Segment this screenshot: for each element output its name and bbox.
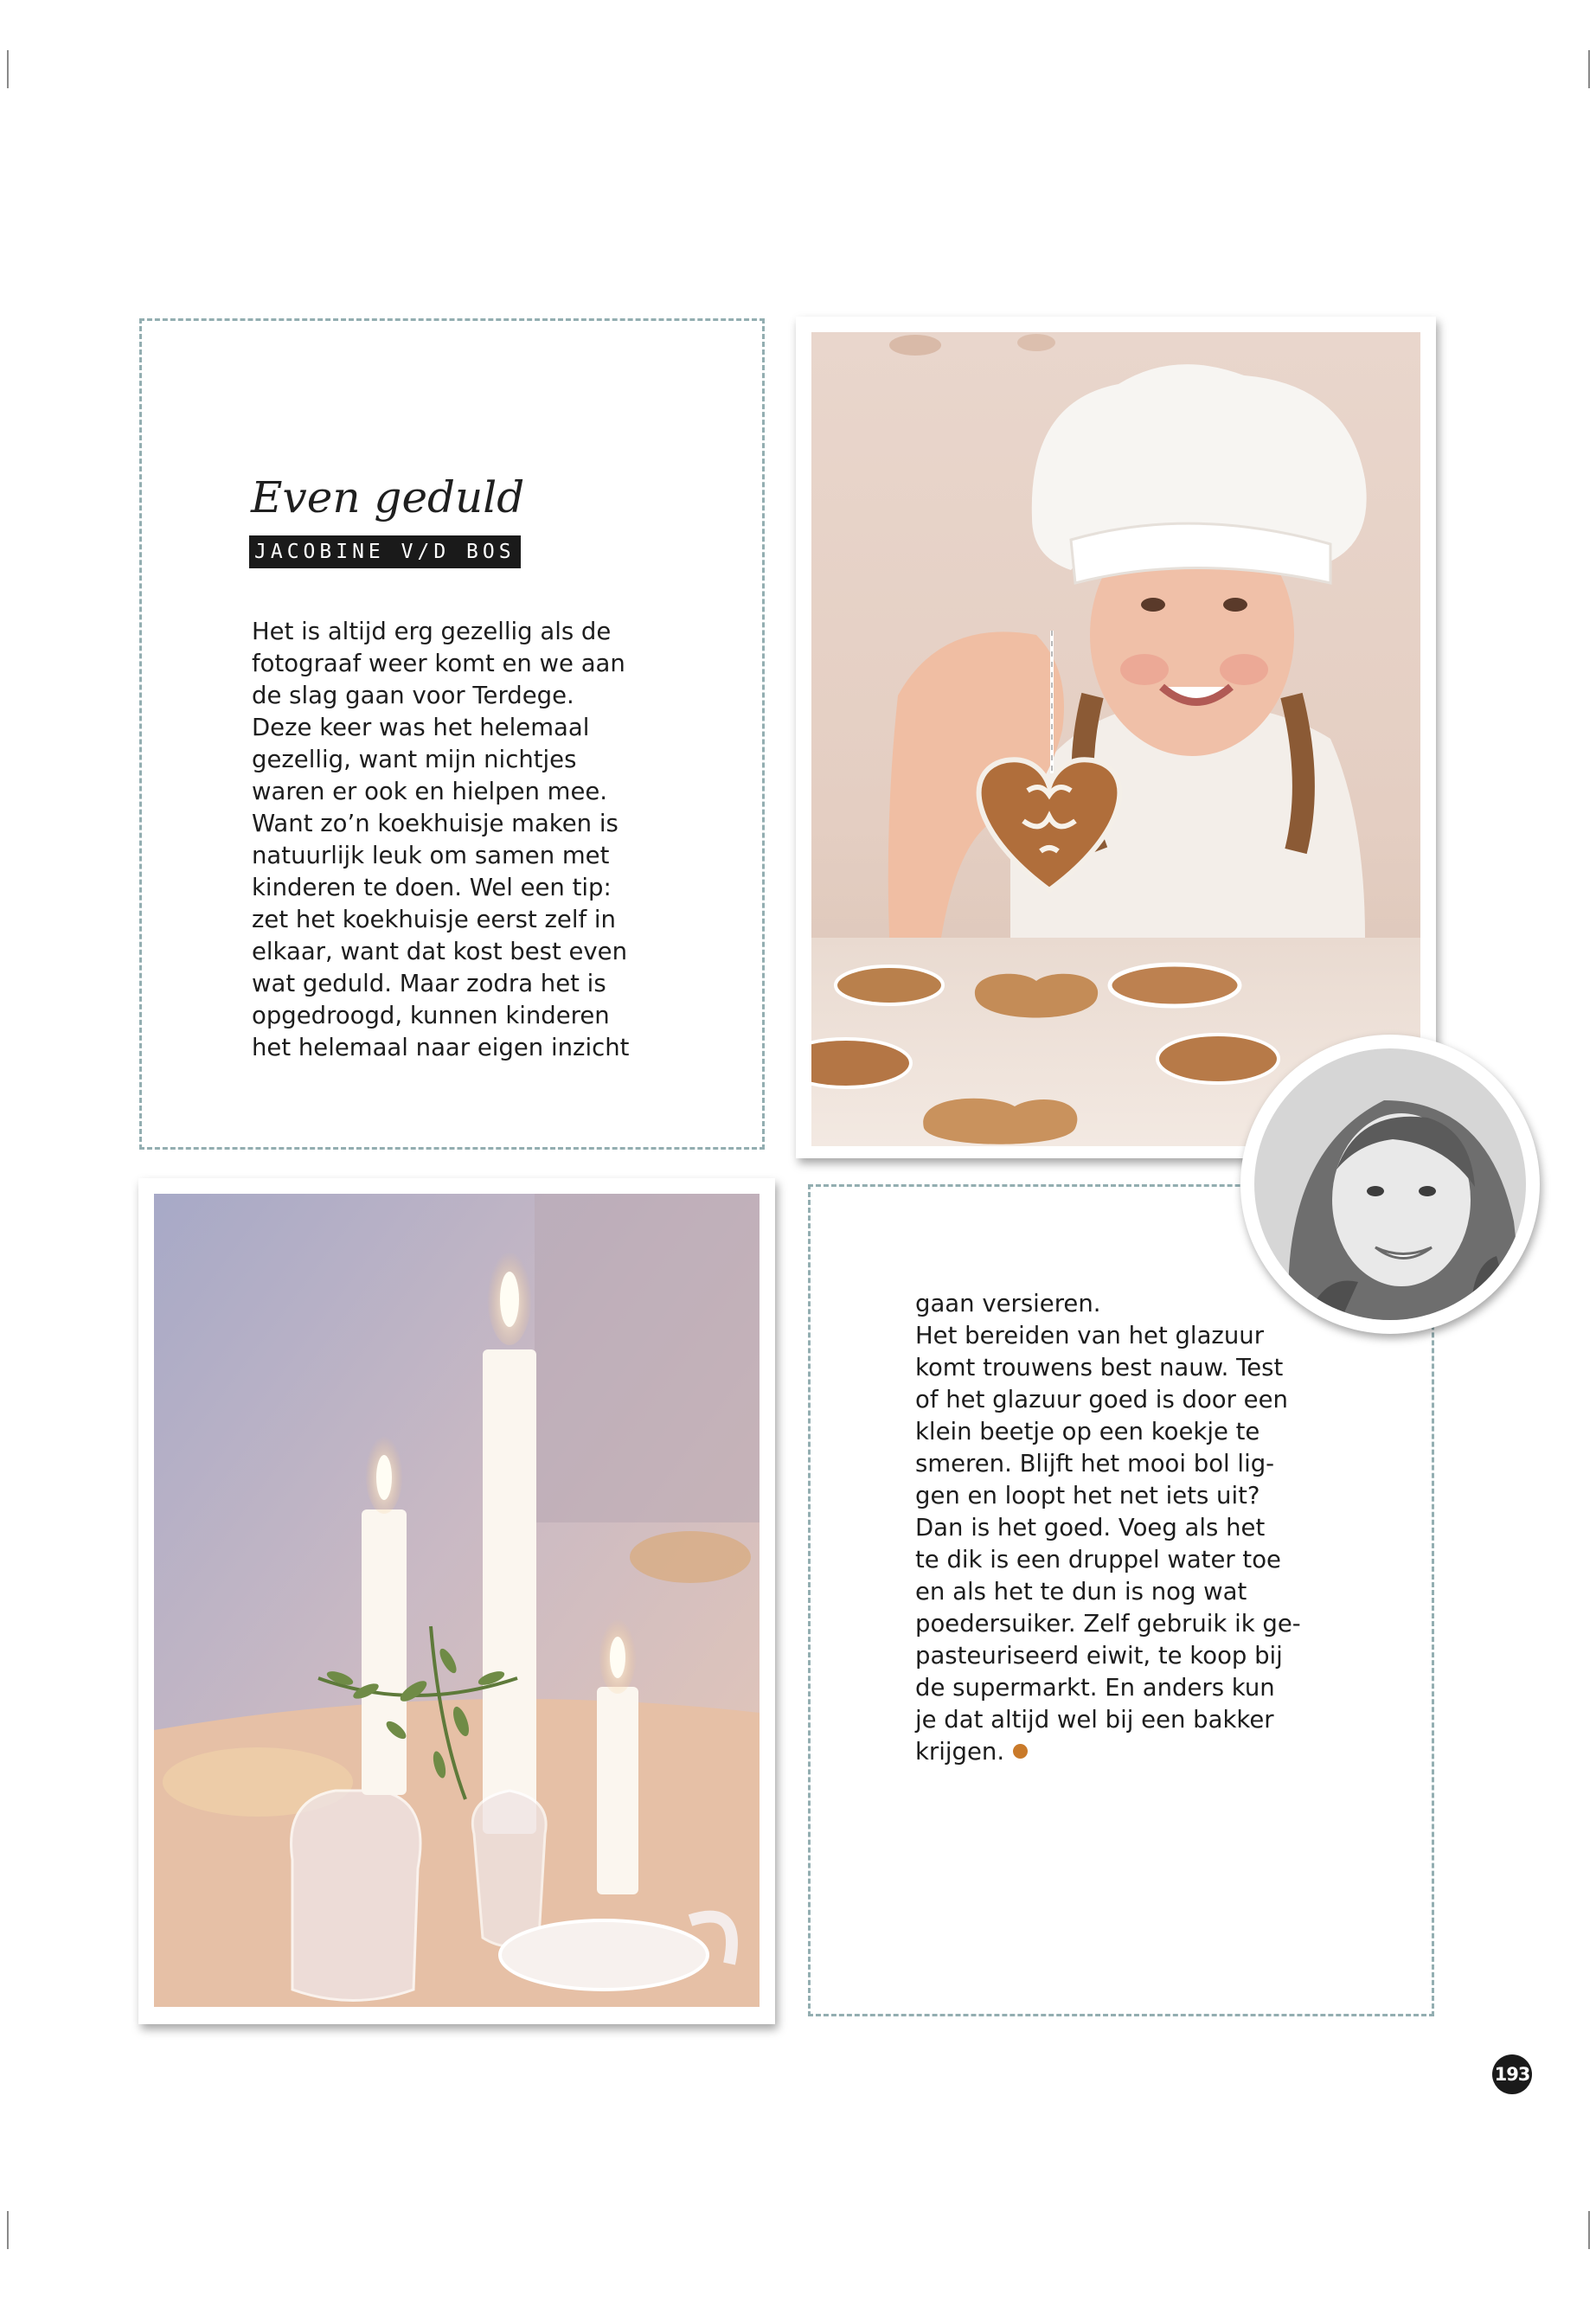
article-paragraph-2-text: gaan versieren. Het bereiden van het glazuur komt trouwens best nauw. Test of het glazuur goed is door een klein beetje op een koekje te smeren. Blijft het mooi bol lig- gen en loopt het net iets uit? Dan is het goed. Voeg als het te dik is een druppel water toe en als het te dun is nog wat poedersuiker. Zelf gebruik ik ge- pasteuriseerd eiwit, te koop bij de supermarkt. En anders kun je dat altijd wel bij een bakker krijgen. (915, 1290, 1301, 1766)
child-with-gingerbread-heart-image (811, 332, 1420, 1146)
author-portrait (1240, 1035, 1540, 1334)
article-paragraph-2 (915, 1288, 1301, 1768)
article-end-mark (1013, 1744, 1028, 1759)
crop-mark-bottom-left (7, 2211, 9, 2249)
article-title: Even geduld (251, 472, 525, 522)
article-paragraph-1: Het is altijd erg gezellig als de fotograaf weer komt en we aan de slag gaan voor Terdege. Deze keer was het helemaal gezellig, want mijn nichtjes waren er ook en hielpen mee. Want zo’n koekhuisje maken is natuurlijk leuk om samen met kinderen te doen. Wel een tip: zet het koekhuisje eerst zelf in elkaar, want dat kost best even wat geduld. Maar zodra het is opgedroogd, kunnen kinderen het helemaal naar eigen inzicht (252, 618, 630, 1061)
author-byline: JACOBINE V/D BOS (249, 535, 521, 568)
candles-image (154, 1194, 760, 2007)
author-portrait-image (1254, 1048, 1526, 1320)
page-number-badge: 193 (1492, 2054, 1532, 2094)
photo-candles (138, 1178, 775, 2024)
crop-mark-bottom-right (1588, 2211, 1590, 2249)
crop-mark-top-left (7, 50, 9, 88)
crop-mark-top-right (1588, 50, 1590, 88)
photo-child-gingerbread (796, 317, 1436, 1158)
